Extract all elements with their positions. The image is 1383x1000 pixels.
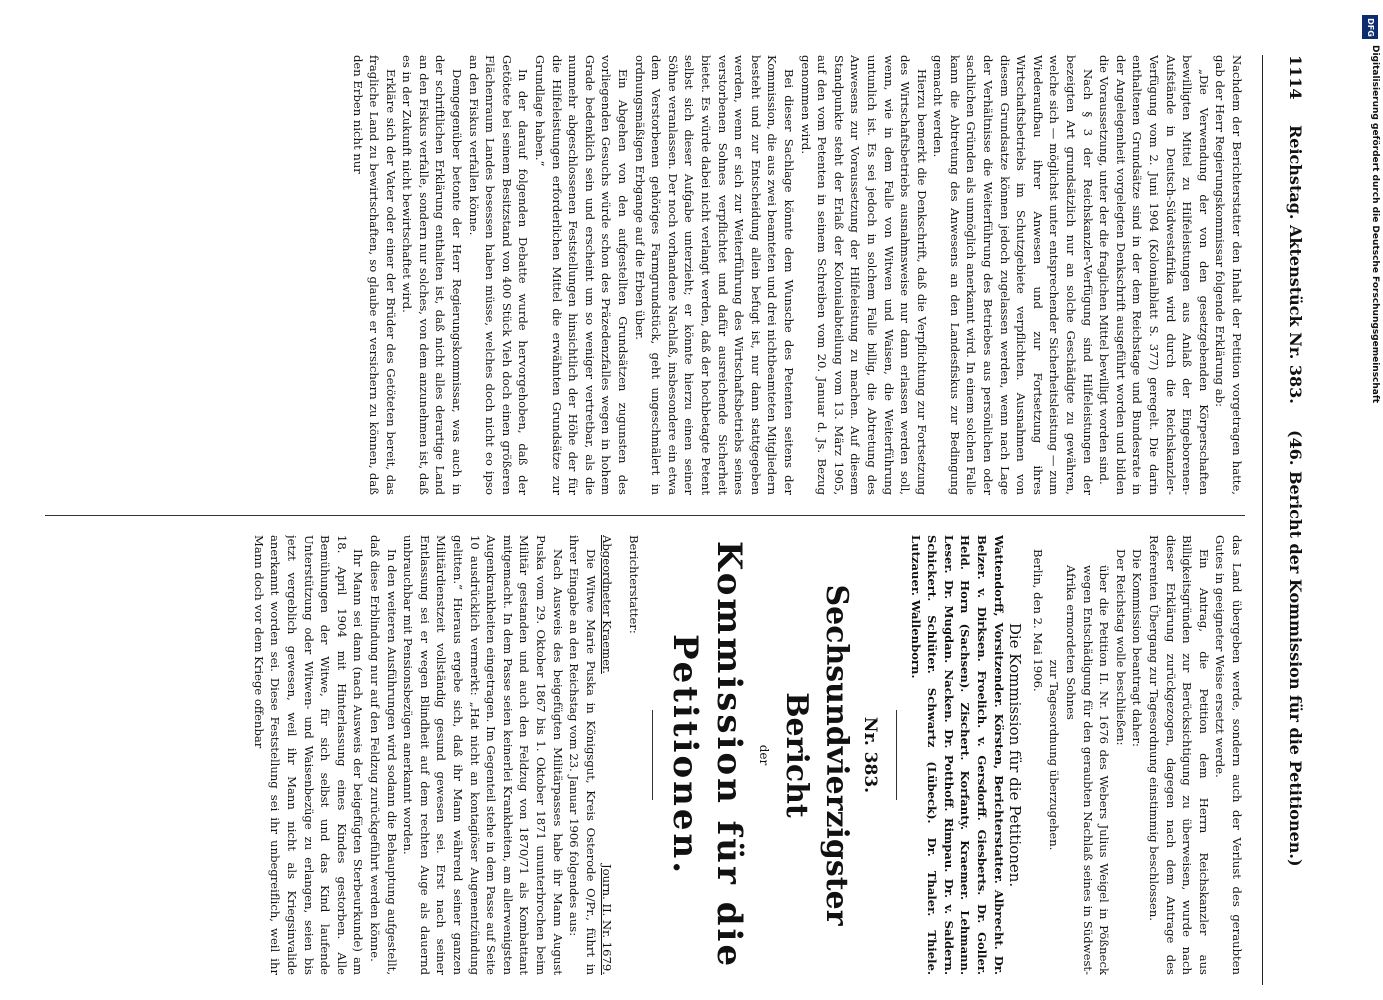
- commission-heading: Die Kommission für die Petitionen.: [1006, 622, 1025, 888]
- left-column: [25, 55, 1245, 495]
- digitization-credit: Digitalisierung gefördert durch die Deutsche Forschungsgemeinschaft: [1370, 45, 1380, 404]
- side-credit-strip: [1360, 15, 1380, 995]
- paragraph: Erkläre sich der Vater oder einer der Brüder des Getöteten bereit, das fragliche Land zu bewirtschaften, so glaube er versichern zu können, daß den Erben nicht nur: [350, 55, 398, 495]
- paragraph: Nach Ausweis des beigefügten Militärpasses habe ihr Mann August Puska vom 29. Oktober 1867 bis 1. Oktober 1871 ununterbrochen beim Militär gestanden und auch den Feldzug von 1870/71 als Kombattant mitgemacht. In dem Passe seien keinerlei Krankheiten, am allerwenigsten Augenkrankheiten eingetragen. Im Gegenteil stehe in dem Passe auf Seite 10 ausdrücklich vermerkt: „Hat nicht an kontagiöser Augenentzündung gelitten.“ Hieraus ergebe sich, daß ihr Mann während seiner ganzen Militärdienstzeit vollständig gesund gewesen sei. Erst nach seiner Entlassung sei er wegen Blindheit auf dem rechten Auge als dauernd unbrauchbar mit Pensionsbezügen anerkannt worden.: [401, 535, 565, 975]
- reporter-label: Berichterstatter:: [626, 535, 641, 634]
- paragraph: Die Kommission beantragt daher:: [1130, 549, 1145, 747]
- section-rule: [652, 710, 653, 800]
- reporter-line: [599, 535, 616, 975]
- header-rule: [1262, 55, 1263, 985]
- report-title: Sechsundvierzigster Bericht: [778, 584, 854, 926]
- reporter-name: Abgeordneter Kraemer.: [600, 535, 615, 674]
- paragraph: Ein Antrag, die Petition dem Herrn Reichskanzler aus Billigkeitsgründen zur Berücksichtigung zu überweisen, wurde nach dieser Erklärung zurückgezogen, dagegen nach dem Antrage des Referenten Übergang zur Tagesordnung einstimmig beschlossen.: [1147, 535, 1211, 975]
- document-number: Nr. 383.: [860, 716, 881, 794]
- header-parliament: Reichstag.: [1286, 125, 1305, 220]
- title-connector: der: [756, 744, 771, 766]
- right-column: [25, 535, 1245, 975]
- motion-text: über die Petition II. Nr. 1676 des Webers Julius Weigel in Pößneck wegen Entschädigung für den geraubten Nachlaß seines in Südwest-Afrika ermordeten Sohnes: [1064, 565, 1112, 975]
- paragraph: Die Witwe Marie Puska in Königsgut, Kreis Osterode O/Pr., führt in ihrer Eingabe an den Reichstag vom 23. Januar 1906 folgendes aus:: [567, 535, 598, 975]
- section-rule: [896, 710, 897, 800]
- paragraph: Ihr Mann sei dann (nach Ausweis der beigefügten Sterbeurkunde) am 18. April 1904 mit Hinterlassung eines Kindes gestorben. Alle Bemühungen der Witwe, für sich selbst und das Kind laufende Unterstützung oder Witwen- und Waisenbezüge zu erlangen, seien bis jetzt vergeblich gewesen, weil ihr Mann nicht als Kriegsinvalide anerkannt worden sei. Diese Feststellung sei ihr unbegreiflich, weil ihr Mann doch vor dem Kriege offenbar: [251, 535, 366, 975]
- motion-conclusion: zur Tagesordnung überzugehen.: [1047, 659, 1062, 851]
- paragraph: Nach § 3 der Reichskanzler-Verfügung sind Hilfeleistungen der bezeigten Art grundsätzlich nur an solche Geschädigte zu gewähren, welche sich — möglichst unter entsprechender Sicherheitsleistung — zum Wiederaufbau ihrer Anwesen und zur Fortsetzung ihres Wirtschaftsbetriebs im Schutzgebiete verpflichten. Ausnahmen von diesem Grundsatze können jedoch zugelassen werden, wenn nach Lage der Verhältnisse die Weiterführung des Betriebes aus persönlichen oder sachlichen Gründen als unmöglich anerkannt wird. In einem solchen Falle kann die Abtretung des Anwesens an den Landesfiskus zur Bedingung gemacht werden.: [931, 55, 1095, 495]
- paragraph: Der Reichstag wolle beschließen:: [1113, 549, 1128, 746]
- commission-title: Kommission für die Petitionen.: [664, 540, 749, 970]
- paragraph: In der darauf folgenden Debatte wurde hervorgehoben, daß der Getötete bei seinem Besitzstand von 400 Stück Vieh doch einen größeren Flächenraum Landes besessen haben müsse, welches doch nicht eo ipso an den Fiskus verfallen könne.: [466, 55, 531, 495]
- paragraph: das Land übergeben werde, sondern auch der Verlust des geraubten Gutes in geeigneter Weise ersetzt werde.: [1213, 535, 1244, 975]
- paragraph: Hierzu bemerkt die Denkschrift, daß die Verpflichtung zur Fortsetzung des Wirtschaftsbetriebs ausnahmsweise nur dann erlassen werden soll, wenn, wie in dem Falle von Witwen und Waisen, die Weiterführung untunlich ist. Es sei jedoch in solchem Falle billig, die Abtretung des Anwesens zur Voraussetzung der Hilfeleistung zu machen. Auf diesem Standpunkte steht der Erlaß der Kolonialabteilung vom 13. März 1905, auf den vom Petenten in seinem Schreiben vom 20. Januar d. Js. Bezug genommen wird.: [798, 55, 929, 495]
- paragraph: „Die Verwendung der von den gesetzgebenden Körperschaften bewilligten Mittel zu Hilfeleistungen aus Anlaß der Eingeborenen-Aufstände in Deutsch-Südwestafrika wird durch die Reichskanzler-Verfügung vom 2. Juni 1904 (Kolonialblatt S. 377) geregelt. Die darin enthaltenen Grundsätze sind in der dem Reichstage und Bundesrate in der Angelegenheit vorgelegten Denkschrift ausgeführt worden und bilden die Voraussetzung, unter der die fraglichen Mittel bewilligt worden sind.: [1097, 55, 1211, 495]
- date-line: Berlin, den 2. Mai 1906.: [1030, 549, 1045, 692]
- paragraph: Demgegenüber betonte der Herr Regierungskommissar, was auch in der schriftlichen Erklärung enthalten ist, daß nicht alles derartige Land an den Fiskus verfalle, sondern nur solches, von dem anzunehmen ist, daß es in der Zukunft nicht bewirtschaftet wird.: [400, 55, 465, 495]
- page-number: 1114: [1286, 55, 1305, 100]
- running-header: [1275, 55, 1315, 985]
- paragraph: Bei dieser Sachlage könnte dem Wunsche des Petenten seitens der Kommission, die aus zwei beamteten und drei nichtbeamteten Mitgliedern besteht und zur Entscheidung allein befugt ist, nur dann stattgegeben werden, wenn er sich zur Weiterführung des Wirtschaftsbetriebs seines verstorbenen Sohnes verpflichtet und dafür ausreichende Sicherheit bietet. Es würde dabei nicht verlangt werden, daß der hochbetagte Petent selbst sich dieser Aufgabe unterzieht; er könnte hierzu einen seiner Söhne veranlassen. Der noch vorhandene Nachlaß, insbesondere ein etwa dem Verstorbenen gehöriges Farmgrundstück, geht ungeschmälert in ordnungsmäßigen Erbgange auf die Erben über.: [632, 55, 796, 495]
- header-subject: (46. Bericht der Kommission für die Petitionen.): [1286, 430, 1305, 867]
- paragraph: Nachdem der Berichterstatter den Inhalt der Petition vorgetragen hatte, gab der Herr Regierungskommissar folgende Erklärung ab:: [1213, 55, 1244, 495]
- member-list: Wattendorff, Vorsitzender. Körsten, Berichterstatter. Albrecht. Dr. Belzer. v. Dirksen. Froelich. v. Gersdorff. Giesberts. Dr. Goller. Held. Horn (Sachsen). Zischert. Korfanty. Kraemer. Lehmann. Leser. Dr. Mugdan. Nacken. Dr. Potthoff. Rimpau. Dr. v. Saldern. Schickert. Schlüter. Schwartz (Lübeck). Dr. Thaler. Thiele. Lutzauer. Wallenborn.: [908, 535, 1006, 975]
- paragraph: Ein Abgehen von den aufgestellten Grundsätzen zugunsten des vorliegenden Gesuchs würde schon des Präzedenzfalles wegen in hohem Grade bedenklich sein und erscheint um so weniger vertretbar, als die nunmehr abgeschlossenen Feststellungen hinsichtlich der Höhe der für die Hilfeleistungen erforderlichen Mittel die erwähnten Grundsätze zur Grundlage haben.“: [533, 55, 631, 495]
- paragraph: In den weiteren Ausführungen wird sodann die Behauptung aufgestellt, daß diese Erblindung nur auf den Feldzug zurückgeführt werden könne.: [368, 535, 399, 975]
- header-document: Aktenstück Nr. 383.: [1286, 225, 1305, 404]
- journal-reference: Journ. II. Nr. 1679.: [600, 864, 615, 975]
- dfg-logo: DFG: [1362, 15, 1378, 39]
- rotated-document-page: [15, 55, 1315, 985]
- column-divider: [45, 515, 1245, 516]
